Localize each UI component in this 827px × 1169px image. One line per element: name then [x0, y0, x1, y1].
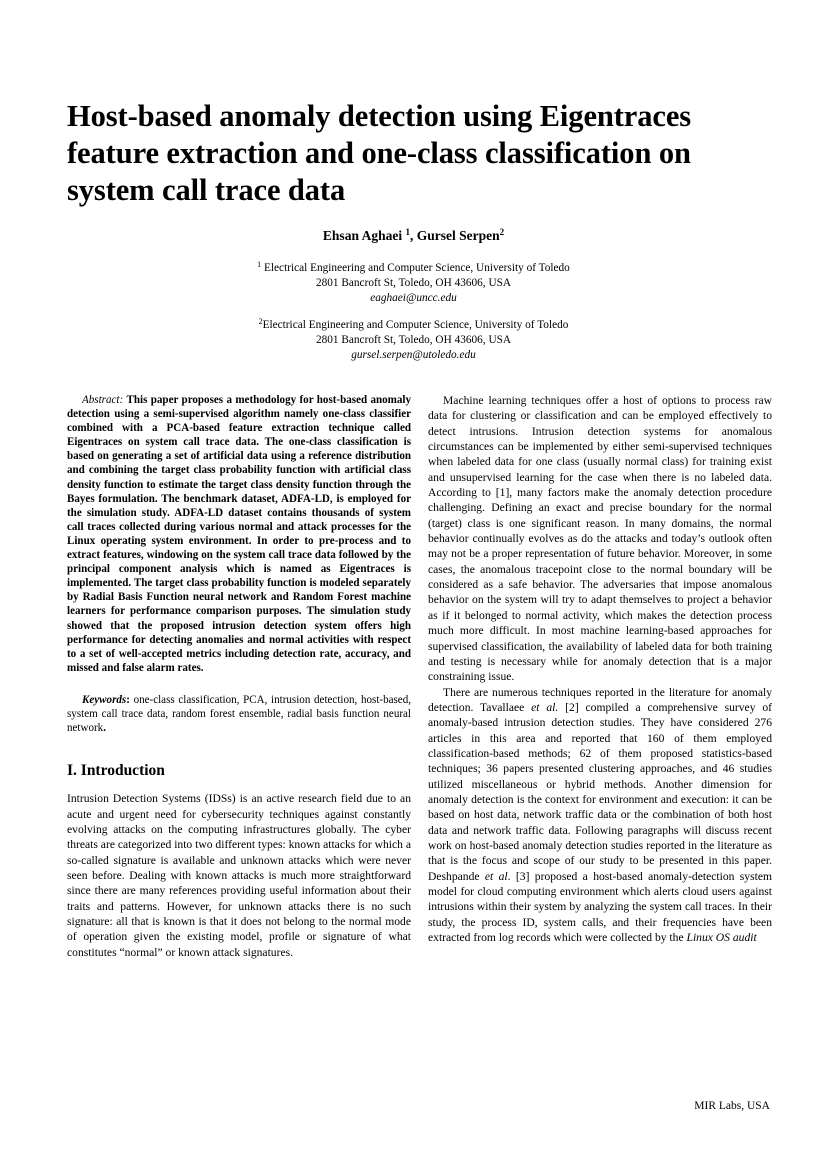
- affiliation-org: $^2$Electrical Engineering and Computer Science, University of Toledo: [258, 317, 569, 331]
- body-paragraph: Machine learning techniques offer a host of options to process raw data for clustering or classification and can be employed effectively to detect intrusions. Intrusion detection systems for anomalous circumstances can be implemented by either semi-supervised techniques when labeled data for one class (usually normal class) for training exist and unsupervised learning for the case when there is no labeled data. According to [1], many factors make the anomaly detection procedure challenging. Defining an exact and precise boundary for the normal (target) class is one significant reason. In many domains, the normal behavior continually evolves as do the attacks and today’s outlook often may not be a proper representation of future behavior. Moreover, in some cases, the anomalous tracepoint close to the normal boundary will be considered as a safe behavior. The adversaries that impose anomalous behavior on the system will try to adapt themselves to project a behavior as if it belonged to normal activity, which makes the detection process much more difficult. In most machine learning-based approaches for supervised classification, the availability of labeled data for both training and testing is necessary while for anomaly detection that is a major constraining issue.: [428, 394, 772, 684]
- keywords-text: one-class classification, PCA, intrusion detection, host-based, system call trace data, random forest ensemble, radial basis function neural network: [67, 693, 411, 735]
- affiliation-address: 2801 Bancroft St, Toledo, OH 43606, USA: [315, 277, 512, 290]
- abstract-text: This paper proposes a methodology for host-based anomaly detection using a semi-supervised algorithm namely one-class classifier combined with a PCA-based feature extraction technique called Eigentraces on system call trace data. The one-class classification is based on generating a set of artificial data using a reference distribution and combining the target class probability function with artificial class density function to estimate the target class density function through the Bayes formulation. The benchmark dataset, ADFA-LD, is employed for the simulation study. ADFA-LD dataset contains thousands of system call traces collected during various normal and attack processes for the Linux operating system environment. In order to pre-process and to extract features, windowing on the system call trace data followed by the principal component analysis which is named as Eigentraces is implemented. The target class probability function is modeled separately by Radial Basis Function neural network and Random Forest machine learners for performance comparison purposes. The simulation study showed that the proposed intrusion detection system offers high performance for detecting anomalies and normal activities with respect to a set of well-accepted metrics including detection rate, accuracy, and missed and false alarm rates.: [67, 394, 411, 674]
- author-superscript: 2: [499, 227, 505, 237]
- affiliation-email: gursel.serpen@utoledo.edu: [351, 349, 476, 362]
- author-superscript: 1: [405, 227, 410, 237]
- affiliation-email: eaghaei@uncc.edu: [370, 292, 457, 305]
- author-line: [0, 227, 827, 245]
- author-separator: ,: [409, 228, 417, 243]
- abstract: Abstract: This paper proposes a methodology for host-based anomaly detection using a semi-supervised algorithm namely one-class classifier combined with a PCA-based feature extraction technique called Eigentraces on system call trace data. The one-class classification is based on generating a set of artificial data using a reference distribution and combining the target class probability function with artificial class density function to estimate the target class density function through the Bayes formulation. The benchmark dataset, ADFA-LD, is employed for the simulation study. ADFA-LD dataset contains thousands of system call traces collected during various normal and attack processes for the Linux operating system environment. In order to pre-process and to extract features, windowing on the system call trace data followed by the principal component analysis which is named as Eigentraces is implemented. The target class probability function is modeled separately by Radial Basis Function neural network and Random Forest machine learners for performance comparison purposes. The simulation study showed that the proposed intrusion detection system offers high performance for detecting anomalies and normal activities with respect to a set of well-accepted metrics including detection rate, accuracy, and missed and false alarm rates.: [67, 394, 411, 674]
- affiliation-org: $^1$ Electrical Engineering and Computer Science, University of Toledo: [257, 260, 570, 274]
- left-column: [67, 393, 411, 960]
- affiliation-1: [120, 261, 707, 307]
- intro-paragraph: Intrusion Detection Systems (IDSs) is an active research field due to an acute and urgent need for cybersecurity techniques against constantly evolving attacks on the computing infrastructures globally. The cyber threats are categorized into two different types: known attacks for which a so-called signature is available and unknown attacks which were never seen before. Dealing with known attacks is much more straightforward since there are many references providing useful information about their traits and patterns. However, for unknown attacks there is no such signature: all that is known is that it does not belong to the normal mode of operation given the existing model, profile or signature of what constitutes “normal” or known attack signatures.: [67, 792, 411, 959]
- affiliation-superscript: 1: [257, 260, 262, 269]
- author-name: Gursel Serpen: [416, 228, 500, 243]
- author-name: Ehsan Aghaei: [322, 228, 403, 243]
- page-footer: MIR Labs, USA: [694, 1100, 770, 1112]
- body-paragraph: There are numerous techniques reported in the literature for anomaly detection. Tavallaee et al. [2] compiled a comprehensive survey of anomaly-based intrusion detection studies. They have considered 276 articles in this area and reported that 160 of them employed classification-based methods; 62 of them proposed statistics-based techniques; 36 papers presented clustering approaches, and 46 studies utilized miscellaneous or hybrid methods. Another dimension for anomaly detection is the context for environment and execution: it can be based on host data, network traffic data or the combination of both host data and network traffic data. Following paragraphs will discuss recent work on host-based anomaly detection studies reported in the literature as that is the focus and scope of our study to be presented in this paper. Deshpande et al. [3] proposed a host-based anomaly-detection system model for cloud computing environment which alerts cloud users against intrusions within their system by analyzing the system call traces. In their study, the process ID, system calls, and their frequencies have been extracted from log records which were collected by the Linux OS audit: [428, 685, 773, 945]
- affiliation-address: 2801 Bancroft St, Toledo, OH 43606, USA: [315, 334, 512, 347]
- keywords: Keywords: one-class classification, PCA, intrusion detection, host-based, system call trace data, random forest ensemble, radial basis function neural network.: [67, 693, 411, 735]
- right-column: [428, 393, 772, 945]
- affiliation-2: [120, 318, 707, 364]
- keywords-label: Keywords: [82, 693, 127, 706]
- abstract-label: Abstract: [82, 394, 120, 406]
- affiliation-superscript: 2: [258, 317, 263, 326]
- section-heading-introduction: I. Introduction: [67, 762, 165, 780]
- paper-title: Host-based anomaly detection using Eigentraces feature extraction and one-class classification on system call trace data: [67, 99, 692, 207]
